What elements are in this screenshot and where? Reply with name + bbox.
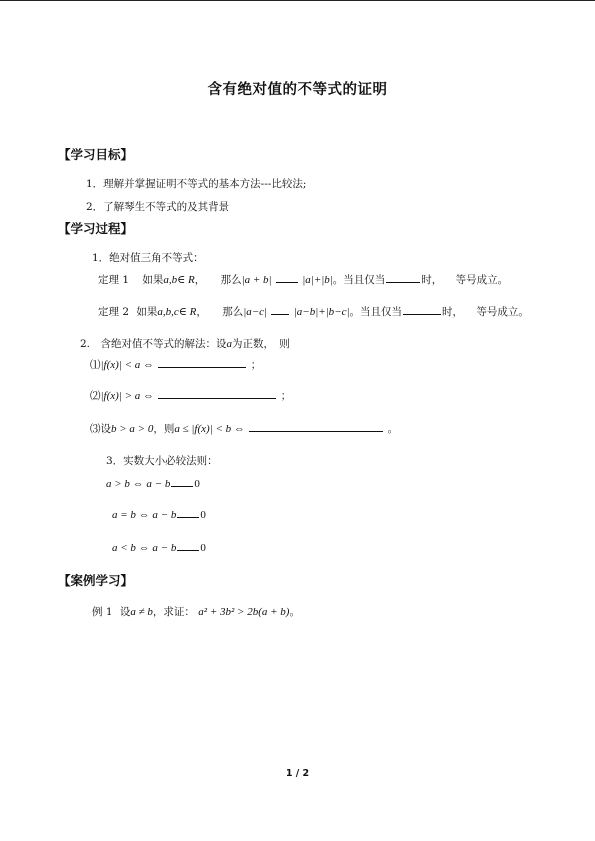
process-heading-2: [80, 336, 290, 351]
theorem-1-label: 定理 1: [98, 274, 130, 286]
rule-greater: [106, 472, 200, 491]
solution-1-blank: [158, 356, 246, 368]
example-1-label: 例 1: [92, 606, 113, 618]
theorem-1-lhs: |a + b|: [241, 274, 272, 286]
rule-equal: [112, 503, 206, 522]
example-1-mid: ，求证：: [152, 606, 195, 618]
theorem-2-comma: ，: [196, 306, 207, 318]
solution-2-math: |f(x)| > a ⇔: [100, 390, 154, 402]
goal-item-2: 2．了解琴生不等式的及其背景: [86, 201, 230, 213]
theorem-1-comma: ，: [194, 274, 206, 286]
theorem-2-then: 那么: [222, 306, 244, 318]
theorem-2-if: 如果: [136, 306, 158, 318]
theorem-2-condition: a,b,c∈ R: [157, 306, 197, 318]
solution-2-end: ；: [280, 390, 292, 402]
theorem-1-condition-blank: [386, 271, 420, 283]
rule-less-math: a < b ⇔ a − b: [112, 542, 177, 554]
rule-greater-blank: [171, 475, 193, 487]
theorem-2-relation-blank: [271, 303, 289, 315]
solution-2-num: ⑵: [90, 390, 101, 402]
solution-1-end: ；: [250, 359, 262, 371]
rule-greater-math: a > b ⇔ a − b: [106, 478, 171, 490]
example-1-end: 。: [289, 606, 300, 618]
rule-greater-zero: 0: [194, 478, 200, 490]
solution-1-num: ⑴: [90, 359, 101, 371]
process-heading-3: 3．实数大小必较法则：: [106, 455, 218, 467]
theorem-1-then: 那么: [220, 274, 242, 286]
rule-less-blank: [177, 539, 199, 551]
theorem-2-equality: 等号成立。: [476, 306, 529, 318]
theorem-2: [98, 303, 529, 319]
theorem-1-rhs: |a|+|b|: [302, 274, 333, 286]
theorem-2-lhs: |a−c|: [243, 306, 268, 318]
theorem-1: [98, 271, 508, 287]
solution-2-blank: [158, 387, 276, 399]
rule-equal-math: a = b ⇔ a − b: [112, 509, 177, 521]
top-border: [0, 0, 595, 1]
solution-3-pre: 设: [100, 423, 111, 435]
section-heading-cases: 【案例学习】: [58, 573, 134, 588]
example-1: [92, 604, 300, 619]
process-heading-2-a: 2. 含绝对值不等式的解法：设: [80, 338, 227, 350]
theorem-2-rhs: |a−b|+|b−c|: [293, 306, 350, 318]
rule-less-zero: 0: [200, 542, 206, 554]
solution-3-num: ⑶: [90, 423, 101, 435]
theorem-1-if: 如果: [142, 274, 164, 286]
solution-3-cond: b > a > 0: [111, 423, 154, 435]
theorem-2-time: 时，: [442, 306, 464, 318]
solution-1: [90, 356, 261, 372]
process-heading-1: 1．绝对值三角不等式：: [92, 252, 204, 264]
solution-3: [90, 420, 398, 436]
page-title: 含有绝对值的不等式的证明: [207, 82, 388, 98]
process-heading-2-var: a: [226, 338, 233, 350]
section-heading-process: 【学习过程】: [58, 221, 134, 236]
theorem-2-condition-blank: [403, 303, 441, 315]
solution-3-blank: [249, 420, 383, 432]
rule-equal-zero: 0: [200, 509, 206, 521]
theorem-1-time: 时，: [421, 274, 443, 286]
theorem-1-equality: 等号成立。: [455, 274, 509, 286]
example-1-pre: 设: [119, 606, 131, 618]
page-number: 1 / 2: [285, 768, 310, 779]
theorem-2-label: 定理 2: [98, 306, 130, 318]
example-1-cond: a ≠ b: [130, 606, 153, 618]
example-1-formula: a² + 3b² > 2b(a + b): [198, 606, 290, 618]
solution-3-math: a ≤ |f(x)| < b ⇔: [174, 423, 245, 435]
rule-less: [112, 536, 206, 555]
solution-3-end: 。: [387, 423, 399, 435]
process-heading-2-b: 为正数， 则: [232, 338, 290, 350]
solution-2: [90, 387, 291, 403]
rule-equal-blank: [177, 506, 199, 518]
solution-3-mid: ，则: [153, 423, 175, 435]
theorem-1-when: 。当且仅当: [332, 274, 386, 286]
theorem-2-when: 。当且仅当: [349, 306, 403, 318]
solution-1-math: |f(x)| < a ⇔: [100, 359, 154, 371]
goal-item-1: 1．理解并掌握证明不等式的基本方法---比较法;: [86, 178, 307, 190]
theorem-1-relation-blank: [276, 271, 298, 283]
section-heading-goals: 【学习目标】: [58, 147, 134, 162]
theorem-1-condition: a,b∈ R: [163, 274, 195, 286]
